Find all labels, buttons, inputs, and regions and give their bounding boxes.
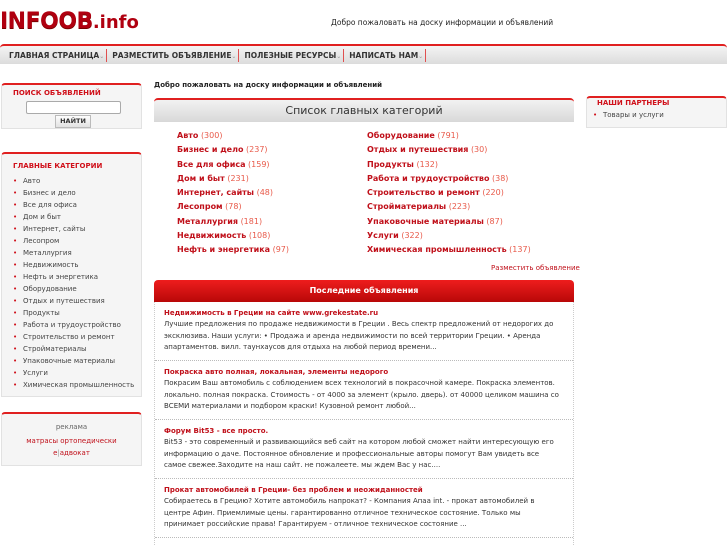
ad-link-mattresses-tail[interactable]: е <box>53 449 58 457</box>
sidebar-category-label: Отдых и путешествия <box>23 297 105 305</box>
category-item[interactable] <box>177 229 289 243</box>
sidebar-category-label: Оборудование <box>23 285 77 293</box>
category-item[interactable] <box>367 200 531 214</box>
latest-ad-title[interactable]: Форум Bit53 - все просто. <box>164 427 269 435</box>
category-name[interactable]: Химическая промышленность <box>367 245 507 255</box>
sidebar-category-label: Строительство и ремонт <box>23 333 115 341</box>
nav-item-resources[interactable] <box>239 49 344 62</box>
latest-ads-header: Последние объявления <box>154 280 574 302</box>
sidebar-category-item[interactable] <box>13 259 134 271</box>
category-count: (48) <box>256 188 274 198</box>
latest-ad-title[interactable]: Прокат автомобилей в Греции- без проблем и неожиданностей <box>164 486 423 494</box>
main-welcome-text: Добро пожаловать на доску информации и объявлений <box>154 81 383 89</box>
bullet-icon: • <box>13 321 18 329</box>
category-name[interactable]: Нефть и энергетика <box>177 245 271 255</box>
sidebar-category-label: Дом и быт <box>23 213 61 221</box>
latest-ad-text: Лучшие предложения по продаже недвижимости в Греции . Весь спектр предложений от недорогих до эксклюзива. Наши услуги: • Продажа и аренда недвижимости по всей территории Греции. • Аренда апартаментов. вилл. таунхаусов для отдыха на любой период времени... <box>164 320 554 351</box>
sidebar-category-label: Интернет, сайты <box>23 225 86 233</box>
bullet-icon: • <box>13 297 18 305</box>
sidebar-category-item[interactable] <box>13 355 134 367</box>
category-name[interactable]: Продукты <box>367 159 414 169</box>
category-item[interactable] <box>177 129 289 143</box>
sidebar-category-item[interactable] <box>13 343 134 355</box>
sidebar-category-item[interactable] <box>13 211 134 223</box>
sidebar-categories <box>1 152 142 397</box>
category-name[interactable]: Упаковочные материалы <box>367 216 484 226</box>
latest-ad-title[interactable]: Покраска авто полная, локальная, элементы недорого <box>164 368 389 376</box>
sidebar-category-list <box>13 175 134 391</box>
category-name[interactable]: Лесопром <box>177 202 223 212</box>
bullet-icon: • <box>13 273 18 281</box>
category-name[interactable]: Авто <box>177 131 199 140</box>
category-item[interactable] <box>367 172 531 186</box>
sidebar-category-item[interactable] <box>13 331 134 343</box>
nav-item-label: ПОЛЕЗНЫЕ РЕСУРСЫ <box>244 50 337 60</box>
bullet-icon: • <box>13 189 18 197</box>
category-count: (108) <box>248 231 271 241</box>
category-name[interactable]: Услуги <box>367 231 399 241</box>
sidebar-category-item[interactable] <box>13 271 134 283</box>
dropdown-icon: ⌄ <box>99 52 105 60</box>
sidebar-category-item[interactable] <box>13 367 134 379</box>
category-name[interactable]: Отдых и путешествия <box>367 145 469 155</box>
sidebar-category-label: Все для офиса <box>23 201 77 209</box>
ad-link-mattresses[interactable]: матрасы ортопедически <box>26 437 117 445</box>
category-item[interactable] <box>177 186 289 200</box>
sidebar-category-item[interactable] <box>13 199 134 211</box>
bullet-icon: • <box>13 213 18 221</box>
category-item[interactable] <box>177 215 289 229</box>
bullet-icon: • <box>13 357 18 365</box>
sidebar-category-label: Бизнес и дело <box>23 189 76 197</box>
nav-item-label: РАЗМЕСТИТЬ ОБЪЯВЛЕНИЕ <box>112 50 232 60</box>
sidebar-category-item[interactable] <box>13 283 134 295</box>
search-title: ПОИСК ОБЪЯВЛЕНИЙ <box>13 89 101 97</box>
search-button[interactable]: НАЙТИ <box>55 115 91 128</box>
latest-ad-item <box>155 361 573 420</box>
dropdown-icon: ⌄ <box>336 52 342 60</box>
bullet-icon: • <box>13 309 18 317</box>
dropdown-icon: ⌄ <box>231 52 237 60</box>
category-count: (30) <box>470 145 488 155</box>
category-item[interactable] <box>367 215 531 229</box>
category-item[interactable] <box>177 143 289 157</box>
sidebar-category-item[interactable] <box>13 319 134 331</box>
nav-item-contact[interactable] <box>344 49 426 62</box>
category-name[interactable]: Интернет, сайты <box>177 188 255 198</box>
latest-ads-list <box>154 302 574 545</box>
sidebar-category-label: Авто <box>23 177 41 185</box>
ad-panel <box>1 412 142 466</box>
sidebar-category-item[interactable] <box>13 247 134 259</box>
category-count: (220) <box>482 188 504 198</box>
dropdown-icon: ⌄ <box>418 52 424 60</box>
latest-ad-title[interactable]: Недвижимость в Греции на сайте www.grekestate.ru <box>164 309 379 317</box>
category-count: (159) <box>248 159 270 169</box>
latest-ad-text: Покрасим Ваш автомобиль с соблюдением всех технологий в покрасочной камере. Покраска элементов. локально. полная покраска. Стоимость - от 4000 за элемент (крыло. дверь). от 40000 целиком машина со ВСЕМИ материалами и подбором краски! Кузовной ремонт любой... <box>164 379 559 410</box>
header-welcome-text: Добро пожаловать на доску информации и объявлений <box>331 18 554 27</box>
sidebar-category-label: Упаковочные материалы <box>23 357 116 365</box>
nav-item-post-ad[interactable] <box>107 49 239 62</box>
category-item[interactable] <box>177 243 289 257</box>
partners-panel <box>586 96 727 128</box>
bullet-icon: • <box>13 201 18 209</box>
bullet-icon: • <box>13 237 18 245</box>
sidebar-category-item[interactable] <box>13 307 134 319</box>
bullet-icon: • <box>13 381 18 389</box>
category-count: (237) <box>246 145 268 155</box>
bullet-icon: • <box>13 369 18 377</box>
sidebar-category-label: Услуги <box>23 369 48 377</box>
category-item[interactable] <box>367 229 531 243</box>
latest-ad-item <box>155 479 573 538</box>
logo-main: INFOOB <box>0 9 93 34</box>
sidebar-category-item[interactable] <box>13 295 134 307</box>
category-name[interactable]: Стройматериалы <box>367 202 447 212</box>
category-item[interactable] <box>367 186 531 200</box>
sidebar-category-label: Лесопром <box>23 237 60 245</box>
category-item[interactable] <box>177 172 289 186</box>
category-item[interactable] <box>367 129 531 143</box>
category-item[interactable] <box>177 158 289 172</box>
category-count: (137) <box>509 245 531 255</box>
sidebar-category-item[interactable] <box>13 235 134 247</box>
category-name[interactable]: Дом и быт <box>177 173 225 183</box>
category-count: (97) <box>272 245 289 255</box>
nav-item-label: ГЛАВНАЯ СТРАНИЦА <box>9 50 100 60</box>
category-item[interactable] <box>367 243 531 257</box>
sidebar-category-label: Работа и трудоустройство <box>23 321 121 329</box>
bullet-icon: • <box>13 345 18 353</box>
latest-ad-text: Bit53 - это современный и развивающийся веб сайт на котором любой сможет найти интересующую его информацию о даче. Постоянное обновление и профессиональные авторы помогут Вам увидеть все самое свежее.Заходите на наш сайт. не пожалеете. мы ждем Вас у нас.... <box>164 438 554 469</box>
category-count: (300) <box>200 131 223 140</box>
bullet-icon: • <box>13 177 18 185</box>
sidebar-category-label: Нефть и энергетика <box>23 273 99 281</box>
category-column-right <box>367 129 531 258</box>
latest-ad-text: Собираетесь в Грецию? Хотите автомобиль напрокат? - Компания Апаа int. - прокат автомобилей в центре Афин. Приемлимые цены. гарантированно отличное техническое состояние. Только мы принимает российские права! Гарантируем - отличное техническое состояние ... <box>164 497 535 528</box>
category-count: (231) <box>227 173 249 183</box>
bullet-icon: • <box>593 111 598 119</box>
latest-ad-item <box>155 302 573 361</box>
category-name[interactable]: Бизнес и дело <box>177 145 244 155</box>
search-panel <box>1 83 142 129</box>
ad-link-lawyer[interactable]: адвокат <box>59 449 90 457</box>
partners-item-label: Товары и услуги <box>603 111 664 119</box>
sidebar-category-label: Недвижимость <box>23 261 79 269</box>
bullet-icon: • <box>13 261 18 269</box>
category-name[interactable]: Оборудование <box>367 131 435 140</box>
latest-ad-item <box>155 420 573 479</box>
nav-item-label: НАПИСАТЬ НАМ <box>349 50 419 60</box>
category-name[interactable]: Недвижимость <box>177 231 247 241</box>
category-column-left <box>177 129 289 258</box>
sidebar-category-label: Стройматериалы <box>23 345 87 353</box>
sidebar-category-item[interactable] <box>13 175 134 187</box>
partners-title: НАШИ ПАРТНЕРЫ <box>597 99 670 107</box>
sidebar-category-label: Металлургия <box>23 249 72 257</box>
category-count: (181) <box>240 216 263 226</box>
search-input[interactable] <box>26 101 121 114</box>
sidebar-category-label: Химическая промышленность <box>23 381 135 389</box>
bullet-icon: • <box>13 333 18 341</box>
category-name[interactable]: Металлургия <box>177 216 239 226</box>
sidebar-category-item[interactable] <box>13 187 134 199</box>
category-count: (38) <box>492 173 509 183</box>
sidebar-category-label: Продукты <box>23 309 60 317</box>
category-count: (132) <box>416 159 438 169</box>
ad-separator: | <box>57 449 60 457</box>
category-item[interactable] <box>367 143 531 157</box>
sidebar-category-item[interactable] <box>13 379 134 391</box>
category-name[interactable]: Все для офиса <box>177 159 246 169</box>
sidebar-category-item[interactable] <box>13 223 134 235</box>
post-ad-link[interactable]: Разместить объявление <box>491 264 580 272</box>
logo-suffix: .info <box>92 12 139 33</box>
ad-label: реклама <box>55 423 88 431</box>
bullet-icon: • <box>13 285 18 293</box>
sidebar-categories-title: ГЛАВНЫЕ КАТЕГОРИИ <box>13 162 103 170</box>
categories-header: Список главных категорий <box>154 98 574 122</box>
main-nav <box>0 44 727 64</box>
category-count: (87) <box>486 216 503 226</box>
category-name[interactable]: Работа и трудоустройство <box>367 173 490 183</box>
partners-item[interactable] <box>593 111 664 119</box>
category-count: (791) <box>437 131 459 140</box>
category-name[interactable]: Строительство и ремонт <box>367 188 480 198</box>
category-count: (223) <box>448 202 471 212</box>
site-logo[interactable] <box>0 9 139 35</box>
bullet-icon: • <box>13 249 18 257</box>
category-item[interactable] <box>177 200 289 214</box>
ad-links <box>2 435 141 459</box>
bullet-icon: • <box>13 225 18 233</box>
category-count: (78) <box>225 202 242 212</box>
category-count: (322) <box>401 231 423 241</box>
nav-item-home[interactable] <box>4 49 107 62</box>
category-item[interactable] <box>367 158 531 172</box>
